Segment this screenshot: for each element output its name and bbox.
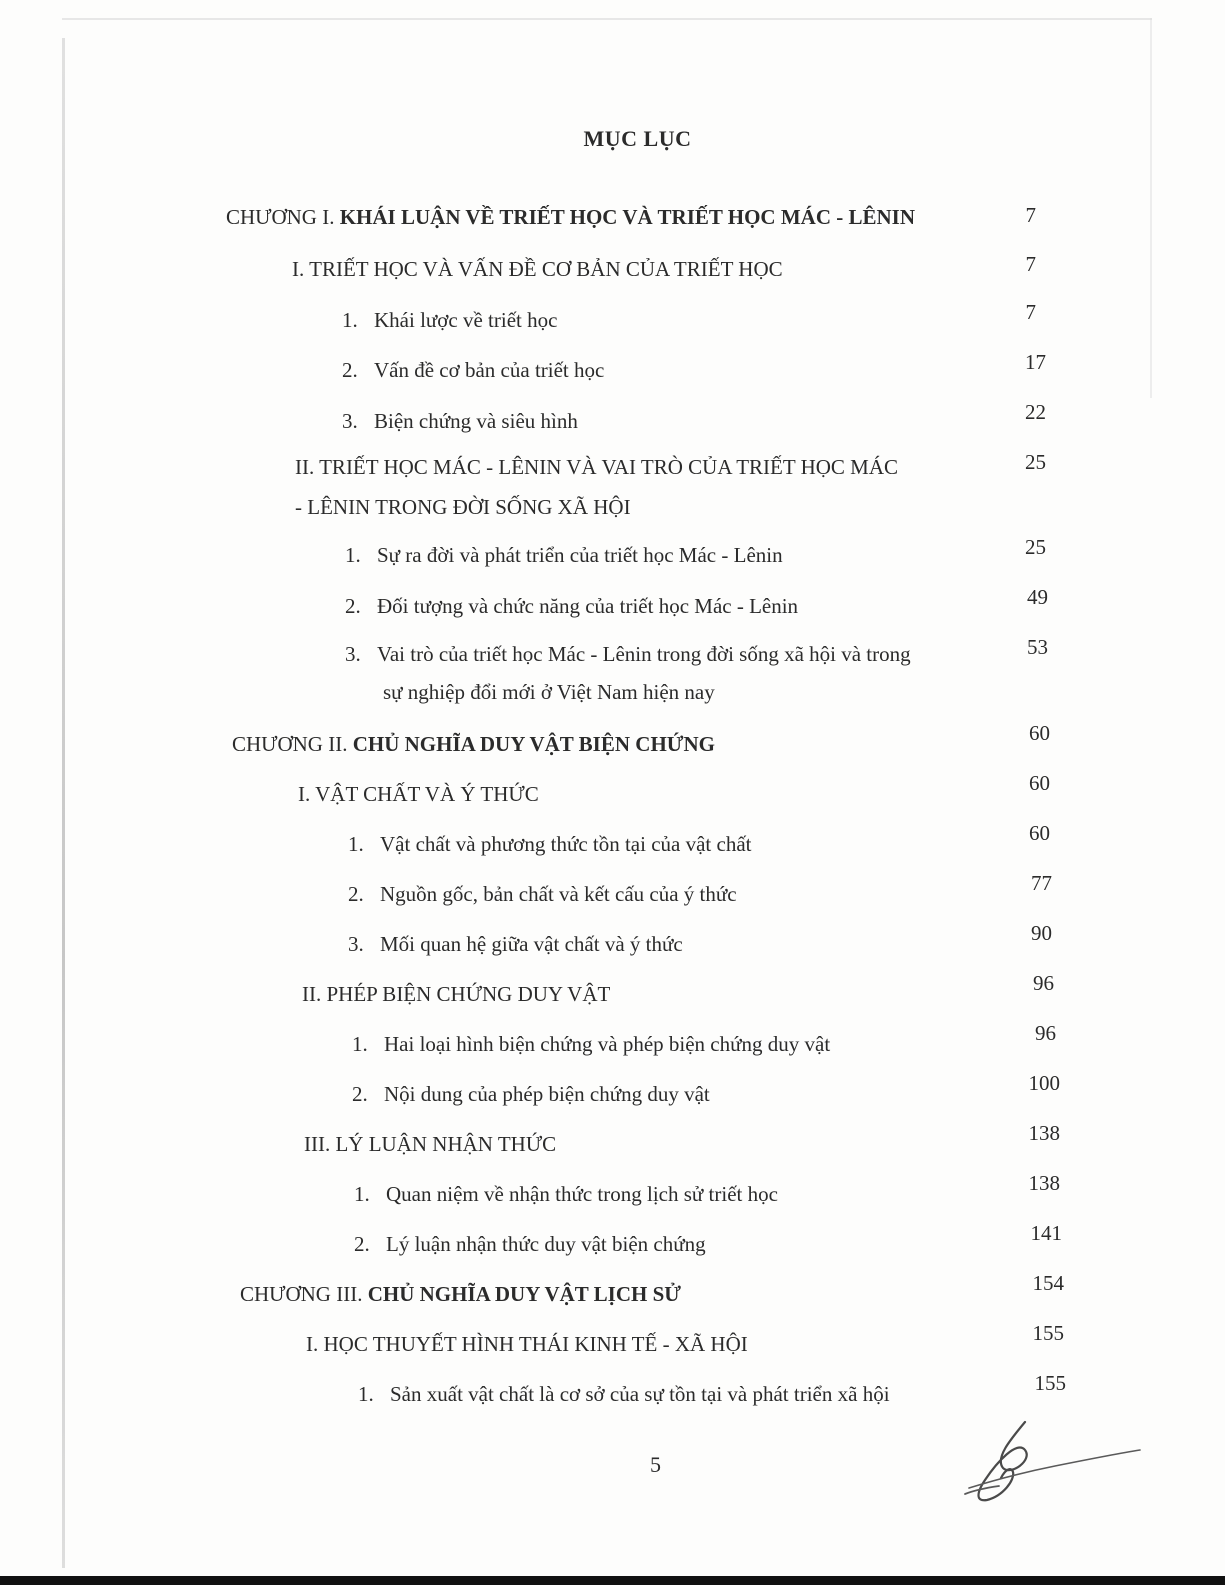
toc-page-number: 53	[1027, 635, 1048, 659]
toc-section: I. TRIẾT HỌC VÀ VẤN ĐỀ CƠ BẢN CỦA TRIẾT HỌC	[292, 257, 783, 281]
item-number: 3.	[348, 932, 364, 956]
toc-section: II. TRIẾT HỌC MÁC - LÊNIN VÀ VAI TRÒ CỦA TRIẾT HỌC MÁC	[295, 455, 899, 479]
toc-section: III. LÝ LUẬN NHẬN THỨC	[304, 1132, 557, 1156]
toc-page-number: 96	[1033, 971, 1054, 995]
toc-item	[345, 637, 911, 671]
item-title: Sản xuất vật chất là cơ sở của sự tồn tại và phát triển xã hội	[390, 1382, 890, 1406]
toc-item	[352, 1077, 710, 1111]
toc-item	[354, 1177, 778, 1211]
item-title: Khái lược về triết học	[374, 308, 558, 332]
item-title: Mối quan hệ giữa vật chất và ý thức	[380, 932, 683, 956]
toc-section: I. HỌC THUYẾT HÌNH THÁI KINH TẾ - XÃ HỘI	[306, 1332, 748, 1356]
item-number: 1.	[354, 1182, 370, 1206]
toc-page-number: 155	[1034, 1371, 1066, 1395]
toc-page-number: 77	[1031, 871, 1052, 895]
toc-page-number: 100	[1028, 1071, 1060, 1095]
scan-edge-right	[1150, 18, 1152, 398]
chapter-title: CHỦ NGHĨA DUY VẬT LỊCH SỬ	[367, 1282, 682, 1306]
toc-chapter-1	[226, 200, 915, 234]
toc-page-number: 60	[1029, 771, 1050, 795]
item-number: 1.	[345, 543, 361, 567]
toc-item	[348, 827, 752, 861]
toc-page-number: 7	[1025, 252, 1036, 276]
toc-chapter-3	[240, 1277, 681, 1311]
item-title: Vai trò của triết học Mác - Lênin trong đời sống xã hội và trong	[377, 642, 911, 666]
item-title: Vấn đề cơ bản của triết học	[374, 358, 605, 382]
signature-mark	[955, 1410, 1145, 1520]
item-number: 2.	[345, 594, 361, 618]
item-number: 1.	[348, 832, 364, 856]
item-title: Nguồn gốc, bản chất và kết cấu của ý thức	[380, 882, 737, 906]
toc-page-number: 17	[1025, 350, 1046, 374]
toc-page-number: 25	[1025, 450, 1046, 474]
toc-chapter-2	[232, 727, 715, 761]
chapter-title: KHÁI LUẬN VỀ TRIẾT HỌC VÀ TRIẾT HỌC MÁC - LÊNIN	[339, 205, 916, 229]
toc-item	[352, 1027, 830, 1061]
toc-page-number: 90	[1031, 921, 1052, 945]
toc-page-number: 60	[1029, 821, 1050, 845]
item-number: 1.	[342, 308, 358, 332]
toc-page-number: 60	[1029, 721, 1050, 745]
toc-item	[348, 927, 683, 961]
item-title: Biện chứng và siêu hình	[374, 409, 578, 433]
item-number: 3.	[342, 409, 358, 433]
toc-page-number: 7	[1025, 203, 1036, 227]
page-title: MỤC LỤC	[583, 126, 692, 151]
toc-page-number: 141	[1030, 1221, 1062, 1245]
chapter-prefix: CHƯƠNG I.	[226, 205, 340, 229]
toc-page-number: 138	[1028, 1121, 1060, 1145]
toc-page-number: 96	[1035, 1021, 1056, 1045]
item-number: 2.	[354, 1232, 370, 1256]
toc-page-number: 154	[1032, 1271, 1064, 1295]
item-title: Lý luận nhận thức duy vật biện chứng	[386, 1232, 706, 1256]
item-number: 2.	[348, 882, 364, 906]
toc-section: I. VẬT CHẤT VÀ Ý THỨC	[298, 782, 539, 806]
scan-edge-left	[62, 38, 65, 1568]
item-title: Vật chất và phương thức tồn tại của vật chất	[380, 832, 752, 856]
toc-page-number: 22	[1025, 400, 1046, 424]
scan-edge-top	[62, 18, 1152, 20]
toc-section-continued: - LÊNIN TRONG ĐỜI SỐNG XÃ HỘI	[295, 495, 631, 519]
toc-item	[345, 538, 783, 572]
toc-page-number: 49	[1027, 585, 1048, 609]
chapter-prefix: CHƯƠNG II.	[232, 732, 353, 756]
item-number: 1.	[352, 1032, 368, 1056]
toc-item	[342, 303, 557, 337]
item-number: 3.	[345, 642, 361, 666]
toc-page-number: 7	[1025, 300, 1036, 324]
toc-item	[342, 353, 604, 387]
toc-section: II. PHÉP BIỆN CHỨNG DUY VẬT	[302, 982, 611, 1006]
footer-page-number: 5	[650, 1452, 661, 1477]
toc-item	[348, 877, 737, 911]
toc-item	[342, 404, 578, 438]
scan-bottom-border	[0, 1576, 1225, 1585]
toc-page-number: 25	[1025, 535, 1046, 559]
chapter-title: CHỦ NGHĨA DUY VẬT BIỆN CHỨNG	[352, 732, 715, 756]
toc-item	[354, 1227, 706, 1261]
item-title: Quan niệm về nhận thức trong lịch sử triết học	[386, 1182, 778, 1206]
item-number: 2.	[342, 358, 358, 382]
item-title: Đối tượng và chức năng của triết học Mác - Lênin	[377, 594, 799, 618]
item-number: 1.	[358, 1382, 374, 1406]
chapter-prefix: CHƯƠNG III.	[240, 1282, 368, 1306]
toc-item-continued: sự nghiệp đổi mới ở Việt Nam hiện nay	[383, 680, 715, 704]
item-title: Sự ra đời và phát triển của triết học Mác - Lênin	[377, 543, 783, 567]
toc-item	[345, 589, 798, 623]
toc-page-number: 138	[1028, 1171, 1060, 1195]
toc-item	[358, 1377, 890, 1411]
item-number: 2.	[352, 1082, 368, 1106]
toc-page-number: 155	[1032, 1321, 1064, 1345]
item-title: Nội dung của phép biện chứng duy vật	[384, 1082, 710, 1106]
item-title: Hai loại hình biện chứng và phép biện chứng duy vật	[384, 1032, 831, 1056]
